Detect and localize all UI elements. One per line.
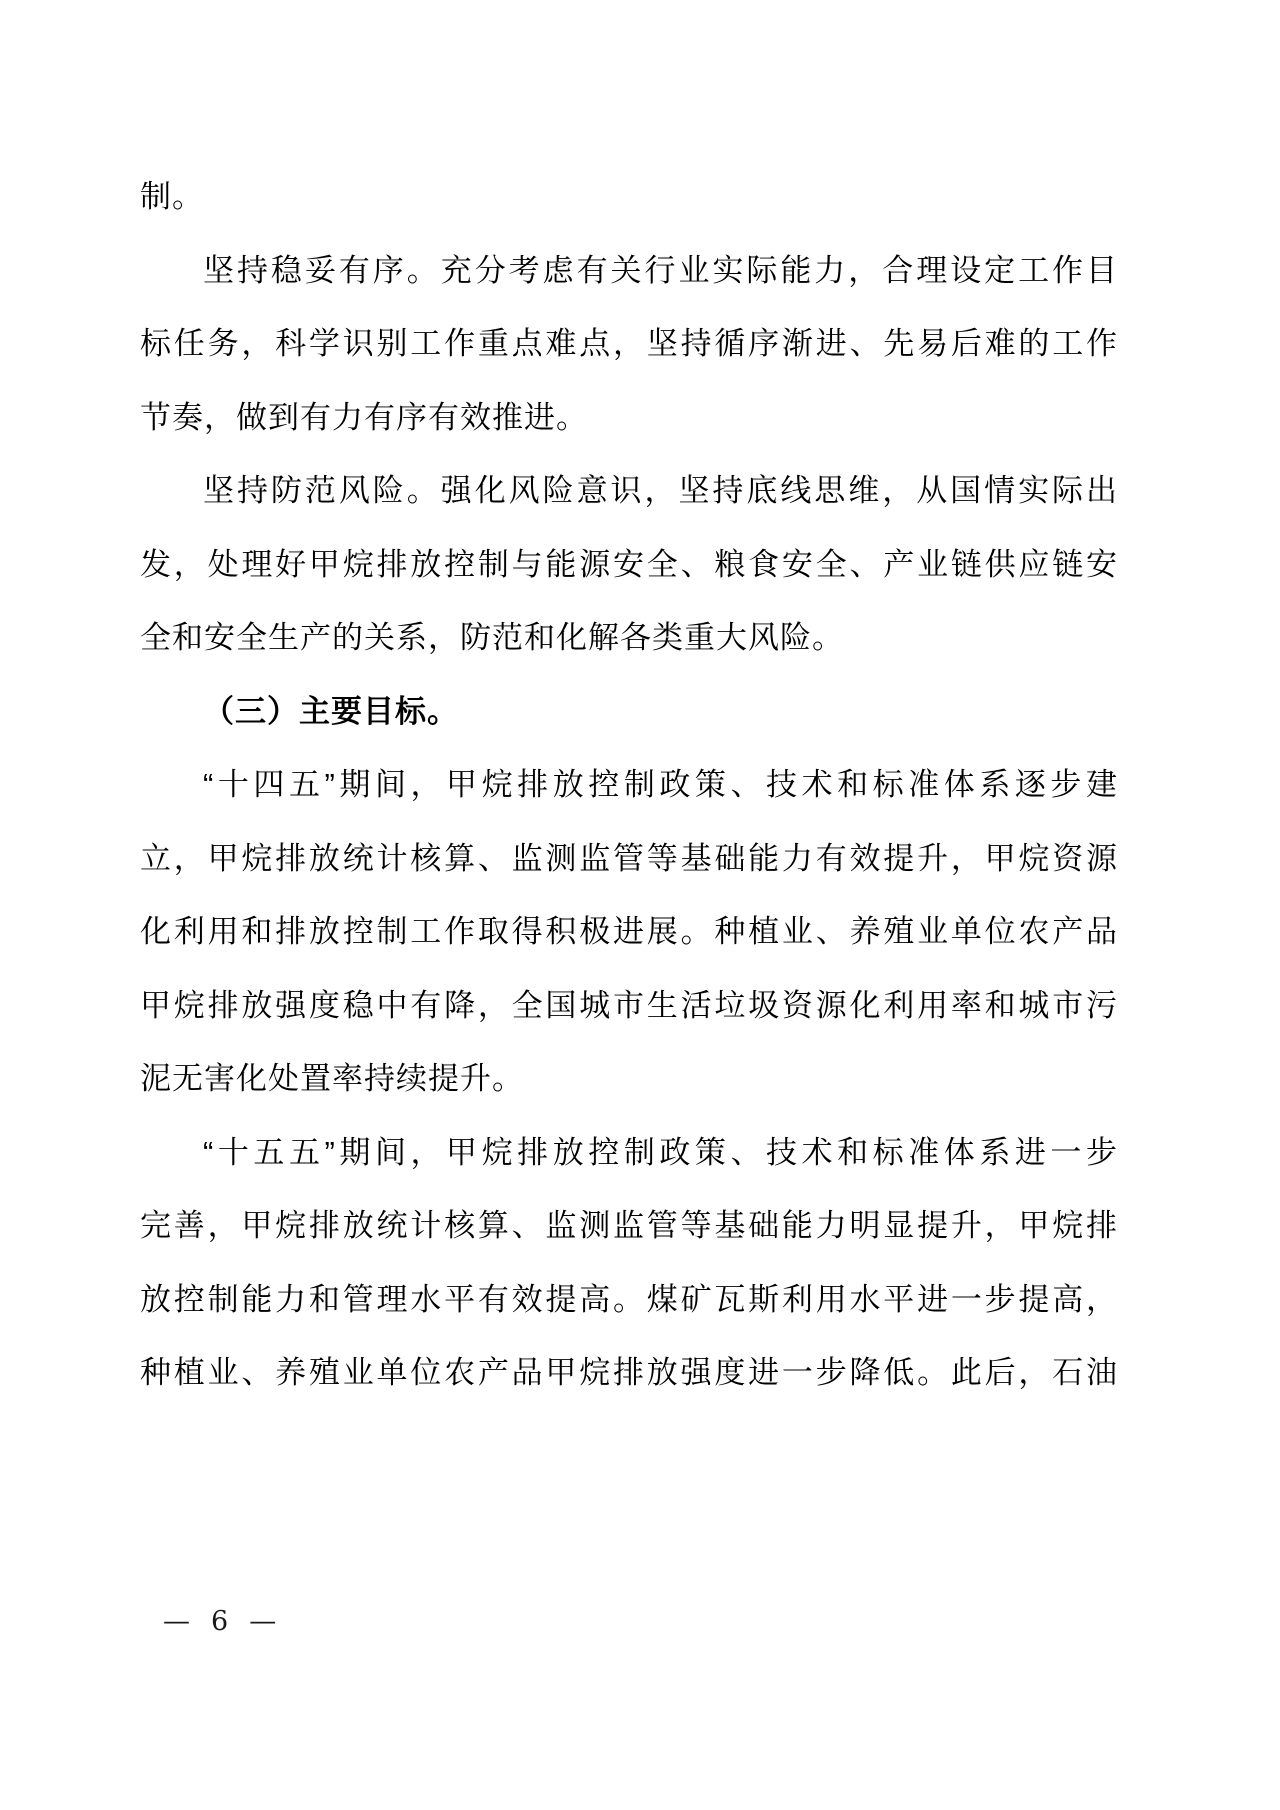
footer-dash-right: —	[249, 1606, 277, 1637]
text-line: 发，处理好甲烷排放控制与能源安全、粮食安全、产业链供应链安	[140, 546, 1118, 582]
text-line: 种植业、养殖业单位农产品甲烷排放强度进一步降低。此后，石油	[140, 1355, 1118, 1390]
text-line: 甲烷排放强度稳中有降，全国城市生活垃圾资源化利用率和城市污	[140, 987, 1118, 1023]
page-footer	[163, 1601, 276, 1643]
text-line: 制。	[140, 179, 204, 214]
text-line: 坚持稳妥有序。充分考虑有关行业实际能力，合理设定工作目	[203, 252, 1118, 288]
footer-dash-left: —	[163, 1606, 190, 1637]
text-line: 完善，甲烷排放统计核算、监测监管等基础能力明显提升，甲烷排	[140, 1208, 1118, 1243]
document-body	[140, 160, 1118, 1410]
text-line: 全和安全生产的关系，防范和化解各类重大风险。	[140, 620, 844, 655]
text-line: 坚持防范风险。强化风险意识，坚持底线思维，从国情实际出	[203, 473, 1118, 508]
text-line: 化利用和排放控制工作取得积极进展。种植业、养殖业单位农产品	[140, 914, 1118, 949]
text-line: 泥无害化处置率持续提升。	[140, 1061, 524, 1096]
text-line: 节奏，做到有力有序有效推进。	[140, 399, 588, 435]
text-line: “十五五”期间，甲烷排放控制政策、技术和标准体系进一步	[203, 1134, 1118, 1170]
section-heading: （三）主要目标。	[203, 693, 459, 729]
text-line: 标任务，科学识别工作重点难点，坚持循序渐进、先易后难的工作	[140, 326, 1118, 361]
text-line: 立，甲烷排放统计核算、监测监管等基础能力有效提升，甲烷资源	[140, 840, 1118, 876]
text-line: 放控制能力和管理水平有效提高。煤矿瓦斯利用水平进一步提高，	[140, 1281, 1118, 1317]
page-number: 6	[211, 1606, 229, 1637]
text-line: “十四五”期间，甲烷排放控制政策、技术和标准体系逐步建	[203, 767, 1118, 802]
